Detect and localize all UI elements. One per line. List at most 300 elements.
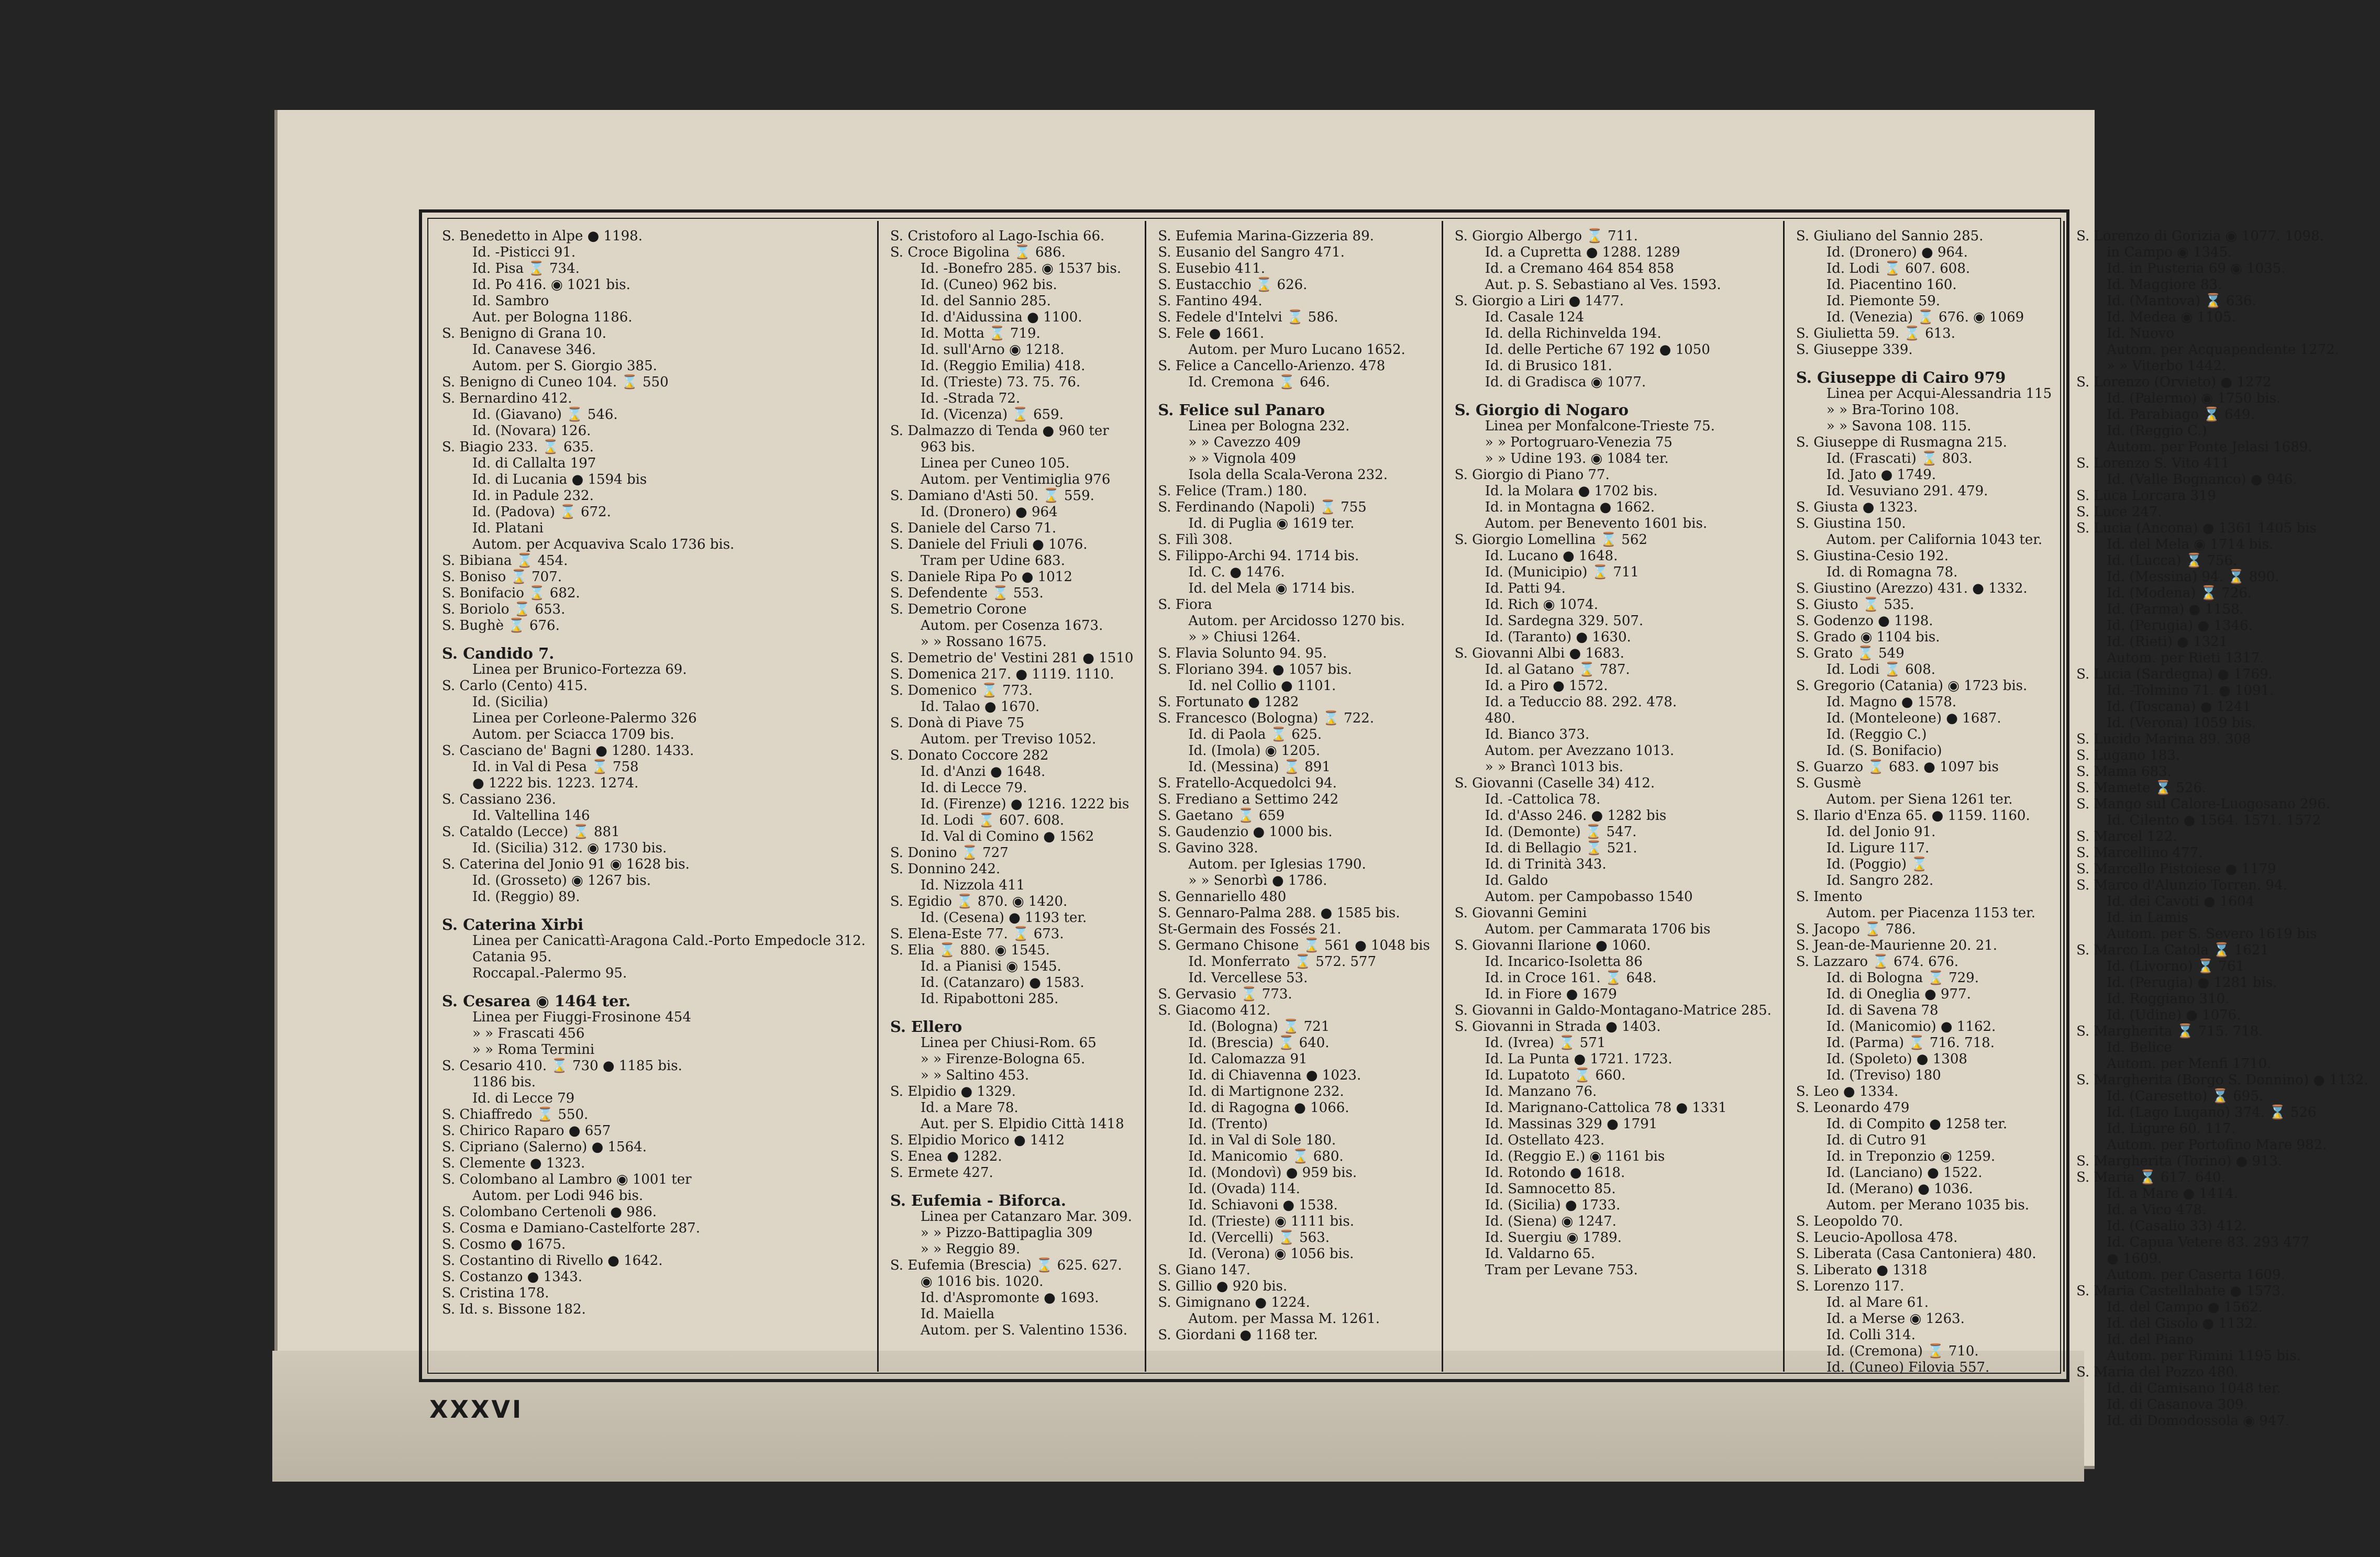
index-entry: Id. in Pusteria 69 ◉ 1035.: [2107, 261, 2286, 276]
index-entry: Id. a Piro ● 1572.: [1485, 678, 1608, 694]
index-entry: Id. Lodi ⌛ 608.: [1826, 662, 1936, 677]
index-entry: Id. Cilento ● 1564. 1571. 1572: [2107, 813, 2321, 828]
index-entry: Id. Massinas 329 ● 1791: [1485, 1116, 1658, 1132]
index-entry: S. Giordani ● 1168 ter.: [1158, 1327, 1318, 1343]
index-entry: Id. Lucano ● 1648.: [1485, 548, 1618, 564]
index-entry: Id. (Cuneo) Filovia 557.: [1826, 1360, 1990, 1375]
index-entry: Autom. per Acquaviva Scalo 1736 bis.: [472, 537, 735, 552]
index-entry: Id. Incarico-Isoletta 86: [1485, 954, 1643, 970]
index-entry: S. Felice a Cancello-Arienzo. 478: [1158, 358, 1386, 374]
index-entry: Id. (Ivrea) ⌛ 571: [1485, 1035, 1606, 1051]
index-entry: S. Cristina 178.: [442, 1285, 549, 1301]
index-entry: S. Leo ● 1334.: [1796, 1084, 1899, 1099]
index-entry: Id. in Montagna ● 1662.: [1485, 499, 1655, 515]
index-entry: S. Liberato ● 1318: [1796, 1262, 1928, 1278]
index-entry: S. Maria Castellabate ● 1573.: [2076, 1283, 2285, 1299]
index-entry: S. Frediano a Settimo 242: [1158, 792, 1339, 807]
index-entry: Id. (Dronero) ● 964: [920, 504, 1058, 520]
index-entry: Autom. per Ponte Jelasi 1689.: [2107, 439, 2312, 455]
index-entry: » » Udine 193. ◉ 1084 ter.: [1485, 451, 1669, 466]
index-entry: S. Enea ● 1282.: [890, 1149, 1002, 1164]
index-entry: S. Felice sul Panaro: [1158, 401, 1325, 419]
index-entry: » » Firenze-Bologna 65.: [920, 1051, 1086, 1067]
index-entry: » » Cavezzo 409: [1188, 435, 1301, 450]
index-entry: Isola della Scala-Verona 232.: [1188, 467, 1388, 483]
index-entry: Autom. per Lodi 946 bis.: [472, 1188, 644, 1204]
index-entry: S. Elpidio Morico ● 1412: [890, 1132, 1065, 1148]
index-entry: Id. (Valle Bognanco) ● 946.: [2107, 472, 2297, 487]
index-entry: S. Giovanni Albi ● 1683.: [1454, 646, 1624, 661]
page-number: XXXVI: [429, 1395, 524, 1423]
index-entry: Id. in Val di Sole 180.: [1188, 1132, 1336, 1148]
index-entry: Id. (Padova) ⌛ 672.: [472, 504, 611, 520]
index-entry: Id. (Mondovì) ● 959 bis.: [1188, 1165, 1357, 1181]
index-entry: Id. Manicomio ⌛ 680.: [1188, 1149, 1344, 1164]
index-entry: Id. in Lamis: [2107, 910, 2188, 926]
index-entry: S. Costantino di Rivello ● 1642.: [442, 1253, 663, 1269]
index-entry: Id. (Reggio E.) ◉ 1161 bis: [1485, 1149, 1665, 1164]
index-entry: Id. (Reggio) 89.: [472, 889, 580, 905]
index-entry: 1186 bis.: [472, 1074, 536, 1090]
index-entry: S. Giorgio Lomellina ⌛ 562: [1454, 532, 1647, 548]
index-entry: Autom. per Campobasso 1540: [1485, 889, 1693, 905]
index-entry: » » Frascati 456: [472, 1026, 585, 1041]
index-entry: Id. Suergiu ◉ 1789.: [1485, 1230, 1622, 1245]
index-entry: Id. (Trieste) ◉ 1111 bis.: [1188, 1214, 1354, 1229]
index-entry: S. Giusta ● 1323.: [1796, 499, 1918, 515]
index-entry: Id. Maggiore 83.: [2107, 277, 2222, 293]
index-entry: S. Giustina 150.: [1796, 516, 1906, 531]
index-entry: S. Gennariello 480: [1158, 889, 1287, 905]
index-entry: Id. Po 416. ◉ 1021 bis.: [472, 277, 630, 293]
index-entry: Id. (Mantova) ⌛ 636.: [2107, 293, 2256, 309]
index-entry: Id. Sardegna 329. 507.: [1485, 613, 1644, 629]
index-entry: in Campo ◉ 1345.: [2107, 244, 2232, 260]
index-entry: S. Cesarea ◉ 1464 ter.: [442, 992, 631, 1010]
index-entry: Id. del Campo ● 1562.: [2107, 1299, 2263, 1315]
index-entry: Id. Nuovo: [2107, 326, 2175, 341]
index-entry: S. Bibiana ⌛ 454.: [442, 553, 568, 569]
index-entry: Id. (Parma) ● 1158.: [2107, 602, 2244, 617]
index-entry: S. Giusto ⌛ 535.: [1796, 597, 1914, 613]
index-entry: Id. (Bologna) ⌛ 721: [1188, 1019, 1330, 1035]
index-entry: Id. Ripabottoni 285.: [920, 991, 1059, 1007]
index-entry: Id. in Fiore ● 1679: [1485, 986, 1617, 1002]
index-entry: Tram per Levane 753.: [1485, 1262, 1638, 1278]
index-entry: Id. Vesuviano 291. 479.: [1826, 483, 1988, 499]
index-entry: Id. di Lecce 79.: [920, 780, 1027, 796]
index-entry: Id. del Mela ◉ 1714 bis.: [2107, 537, 2274, 552]
index-entry: Id. d'Anzi ● 1648.: [920, 764, 1046, 780]
index-entry: Id. (Messina) 94. ⌛ 890.: [2107, 569, 2279, 585]
index-entry: S. Eusanio del Sangro 471.: [1158, 244, 1345, 260]
index-entry: S. Gavino 328.: [1158, 840, 1258, 856]
index-entry: Id. Samnocetto 85.: [1485, 1181, 1616, 1197]
index-entry: Linea per Canicattì-Aragona Cald.-Porto Empedocle 312.: [472, 933, 866, 949]
index-entry: ● 1222 bis. 1223. 1274.: [472, 775, 639, 791]
index-entry: Id. Valtellina 146: [472, 808, 590, 824]
index-entry: S. Casciano de' Bagni ● 1280. 1433.: [442, 743, 694, 759]
index-entry: S. Cosma e Damiano-Castelforte 287.: [442, 1220, 700, 1236]
index-entry: S. Lorenzo di Gorizia ◉ 1077. 1098.: [2076, 228, 2324, 244]
index-entry: S. Grato ⌛ 549: [1796, 646, 1905, 661]
index-entry: Id. (Cesena) ● 1193 ter.: [920, 910, 1087, 926]
index-entry: S. Lorenzo S. Vito 411: [2076, 455, 2230, 471]
index-entry: Id. sull'Arno ◉ 1218.: [920, 342, 1065, 358]
index-entry: S. Benigno di Grana 10.: [442, 326, 607, 341]
index-entry: Aut. p. S. Sebastiano al Ves. 1593.: [1485, 277, 1721, 293]
index-entry: » » Viterbo 1442.: [2107, 358, 2227, 374]
index-entry: Id. (Reggio Emilia) 418.: [920, 358, 1086, 374]
index-entry: S. Lucido Marina 89. 308: [2076, 731, 2251, 747]
index-entry: Id. di Lucania ● 1594 bis: [472, 472, 647, 487]
index-entry: S. Gillio ● 920 bis.: [1158, 1278, 1288, 1294]
index-entry: S. Donà di Piave 75: [890, 715, 1025, 731]
index-entry: Id. (Udine) ● 1076.: [2107, 1007, 2241, 1023]
index-entry: » » Brancì 1013 bis.: [1485, 759, 1624, 775]
index-entry: Id. di Puglia ◉ 1619 ter.: [1188, 516, 1355, 531]
index-entry: Id. di Cutro 91: [1826, 1132, 1928, 1148]
index-entry: Id. (Monteleone) ● 1687.: [1826, 710, 2001, 726]
index-entry: S. Bughè ⌛ 676.: [442, 618, 560, 633]
index-entry: Id. (Ovada) 114.: [1188, 1181, 1300, 1197]
index-entry: S. Gregorio (Catania) ◉ 1723 bis.: [1796, 678, 2028, 694]
index-entry: Id. d'Asso 246. ● 1282 bis: [1485, 808, 1667, 824]
index-entry: Id. Talao ● 1670.: [920, 699, 1040, 715]
index-entry: S. Maria del Pozzo 480.: [2076, 1364, 2239, 1380]
index-entry: S. Boniso ⌛ 707.: [442, 569, 562, 585]
index-entry: Id. Piacentino 160.: [1826, 277, 1957, 293]
index-entry: S. Margherita (Borgo S. Donnino) ● 1132.: [2076, 1072, 2368, 1088]
index-entry: Autom. per Rieti 1317.: [2107, 650, 2264, 666]
index-entry: S. Guarzo ⌛ 683. ● 1097 bis: [1796, 759, 1999, 775]
index-entry: » » Bra-Torino 108.: [1826, 402, 1960, 418]
index-entry: Id. (Parma) ⌛ 716. 718.: [1826, 1035, 1995, 1051]
index-entry: S. Giacomo 412.: [1158, 1003, 1271, 1018]
index-entry: S. Giuseppe 339.: [1796, 342, 1913, 358]
index-entry: Id. di Trinità 343.: [1485, 857, 1607, 872]
index-entry: S. Cataldo (Lecce) ⌛ 881: [442, 824, 620, 840]
index-entry: Id. Valdarno 65.: [1485, 1246, 1595, 1262]
index-column-4: [1442, 221, 1783, 1372]
index-entry: Id. (Sicilia) 312. ◉ 1730 bis.: [472, 840, 667, 856]
index-entry: S. Ilario d'Enza 65. ● 1159. 1160.: [1796, 808, 2030, 824]
index-entry: Id. -Tolmino 71. ● 1091.: [2107, 683, 2274, 698]
index-entry: S. Godenzo ● 1198.: [1796, 613, 1933, 629]
index-entry: Id. Ligure 117.: [1826, 840, 1930, 856]
index-entry: Id. (Giavano) ⌛ 546.: [472, 407, 618, 422]
index-entry: Autom. per Siena 1261 ter.: [1826, 792, 2013, 807]
index-entry: Id. di Compito ● 1258 ter.: [1826, 1116, 2008, 1132]
index-entry: Autom. per Cosenza 1673.: [920, 618, 1103, 633]
index-entry: » » Rossano 1675.: [920, 634, 1047, 650]
index-entry: Linea per Cuneo 105.: [920, 455, 1070, 471]
index-entry: Id. di Chiavenna ● 1023.: [1188, 1067, 1361, 1083]
index-entry: S. Lazzaro ⌛ 674. 676.: [1796, 954, 1958, 970]
index-entry: Id. di Casanova 309.: [2107, 1397, 2248, 1413]
index-entry: Linea per Acqui-Alessandria 115: [1826, 386, 2052, 402]
index-entry: S. Cesario 410. ⌛ 730 ● 1185 bis.: [442, 1058, 682, 1074]
index-column-1: [430, 221, 877, 1372]
index-entry: Id. Colli 314.: [1826, 1327, 1916, 1343]
index-entry: S. Giano 147.: [1158, 1262, 1250, 1278]
index-entry: S. Bernardino 412.: [442, 391, 572, 406]
index-entry: Id. Capua Vetere 83. 293 477: [2107, 1235, 2309, 1250]
index-entry: Id. a Cremano 464 854 858: [1485, 261, 1674, 276]
index-entry: S. Cipriano (Salerno) ● 1564.: [442, 1139, 647, 1155]
index-entry: Autom. per Piacenza 1153 ter.: [1826, 905, 2035, 921]
index-entry: Id. (Perugia) ● 1346.: [2107, 618, 2253, 633]
index-entry: S. Fiora: [1158, 597, 1212, 613]
index-entry: S. Egidio ⌛ 870. ◉ 1420.: [890, 894, 1068, 909]
index-entry: S. Clemente ● 1323.: [442, 1155, 585, 1171]
index-entry: S. Elpidio ● 1329.: [890, 1084, 1016, 1099]
index-entry: Id. (Demonte) ⌛ 547.: [1485, 824, 1637, 840]
index-entry: S. Defendente ⌛ 553.: [890, 585, 1044, 601]
index-entry: Id. -Cattolica 78.: [1485, 792, 1601, 807]
index-entry: S. Croce Bigolina ⌛ 686.: [890, 244, 1066, 260]
index-entry: Id. della Richinvelda 194.: [1485, 326, 1662, 341]
index-entry: S. Marcel 122.: [2076, 829, 2177, 844]
index-entry: S. Cristoforo al Lago-Ischia 66.: [890, 228, 1105, 244]
index-entry: S. Boriolo ⌛ 653.: [442, 602, 566, 617]
index-entry: Id. (Brescia) ⌛ 640.: [1188, 1035, 1330, 1051]
index-entry: Autom. per California 1043 ter.: [1826, 532, 2043, 548]
index-entry: S. Daniele del Friuli ● 1076.: [890, 537, 1088, 552]
index-entry: Id. (Perugia) ● 1281 bis.: [2107, 975, 2277, 991]
index-entry: S. Giulietta 59. ⌛ 613.: [1796, 326, 1955, 341]
index-entry: Id. Vercellese 53.: [1188, 970, 1308, 986]
index-entry: S. Eustacchio ⌛ 626.: [1158, 277, 1308, 293]
index-entry: S. Filì 308.: [1158, 532, 1233, 548]
index-entry: Id. Platani: [472, 520, 544, 536]
index-entry: S. Marcellino 477.: [2076, 845, 2203, 861]
index-entry: S. Jean-de-Maurienne 20. 21.: [1796, 938, 1998, 953]
index-entry: Id. (Casalio 33) 412.: [2107, 1218, 2247, 1234]
index-entry: S. Flavia Solunto 94. 95.: [1158, 646, 1327, 661]
index-entry: Id. del Piano: [2107, 1332, 2194, 1348]
index-entry: S. Chirico Raparo ● 657: [442, 1123, 611, 1139]
index-entry: S. Eufemia (Brescia) ⌛ 625. 627.: [890, 1258, 1122, 1273]
index-entry: S. Demetrio de' Vestini 281 ● 1510: [890, 650, 1134, 666]
index-entry: S. Damiano d'Asti 50. ⌛ 559.: [890, 488, 1094, 504]
index-entry: S. Lucia (Sardegna) ● 1769.: [2076, 666, 2273, 682]
index-entry: S. Carlo (Cento) 415.: [442, 678, 588, 694]
index-entry: S. Eufemia - Biforca.: [890, 1192, 1067, 1209]
index-entry: Id. (Toscana) ● 1241: [2107, 699, 2251, 715]
index-entry: Id. di Bellagio ⌛ 521.: [1485, 840, 1637, 856]
index-entry: Id. C. ● 1476.: [1188, 564, 1285, 580]
index-entry: » » Senorbì ● 1786.: [1188, 873, 1327, 888]
index-entry: S. Giovanni in Galdo-Montagano-Matrice 285.: [1454, 1003, 1772, 1018]
index-entry: S. Gaetano ⌛ 659: [1158, 808, 1285, 824]
index-entry: Id. a Mare 78.: [920, 1100, 1019, 1116]
index-entry: S. Lugano 183.: [2076, 748, 2180, 763]
index-entry: Id. Magno ● 1578.: [1826, 694, 1957, 710]
index-entry: Id. La Punta ● 1721. 1723.: [1485, 1051, 1673, 1067]
index-entry: S. Domenica 217. ● 1119. 1110.: [890, 666, 1114, 682]
index-entry: S. Marco d'Alunzio Torren. 94.: [2076, 877, 2287, 893]
index-entry: S. Biagio 233. ⌛ 635.: [442, 439, 594, 455]
index-entry: Id. a Teduccio 88. 292. 478.: [1485, 694, 1677, 710]
index-entry: Id. Marignano-Cattolica 78 ● 1331: [1485, 1100, 1727, 1116]
index-entry: Id. Parabiago ⌛ 649.: [2107, 407, 2255, 422]
index-column-6: [2063, 221, 2380, 1429]
index-entry: S. Eufemia Marina-Gizzeria 89.: [1158, 228, 1374, 244]
index-entry: S. Ellero: [890, 1018, 962, 1036]
index-entry: Autom. per Sciacca 1709 bis.: [472, 727, 674, 742]
index-entry: S. Giovanni (Caselle 34) 412.: [1454, 775, 1655, 791]
index-entry: Id. (Vercelli) ⌛ 563.: [1188, 1230, 1330, 1245]
index-entry: Autom. per Rimini 1195 bis.: [2107, 1348, 2301, 1364]
index-entry: S. Elena-Este 77. ⌛ 673.: [890, 926, 1064, 942]
index-entry: Aut. per S. Elpidio Città 1418: [920, 1116, 1124, 1132]
index-entry: » » Chiusi 1264.: [1188, 629, 1301, 645]
index-entry: Id. d'Aspromonte ● 1693.: [920, 1290, 1099, 1306]
index-entry: S. Lucia (Ancona) ● 1361 1405 bis: [2076, 520, 2317, 536]
index-entry: S. Margherita (Torino) ● 913.: [2076, 1153, 2283, 1169]
index-entry: Id. Piemonte 59.: [1826, 293, 1941, 309]
index-entry: S. Giorgio a Liri ● 1477.: [1454, 293, 1624, 309]
index-entry: Id. (Grosseto) ◉ 1267 bis.: [472, 873, 651, 888]
index-entry: S. Francesco (Bologna) ⌛ 722.: [1158, 710, 1374, 726]
index-entry: Id. Cremona ⌛ 646.: [1188, 374, 1330, 390]
index-entry: Id. (Imola) ◉ 1205.: [1188, 743, 1321, 759]
index-entry: S. Giustino (Arezzo) 431. ● 1332.: [1796, 581, 2028, 596]
index-entry: Linea per Catanzaro Mar. 309.: [920, 1209, 1132, 1225]
index-entry: S. Giorgio di Piano 77.: [1454, 467, 1610, 483]
index-entry: Id. Val di Comino ● 1562: [920, 829, 1094, 844]
index-entry: Id. (Municipio) ⌛ 711: [1485, 564, 1639, 580]
index-entry: S. Giuliano del Sannio 285.: [1796, 228, 1984, 244]
index-entry: Id. Belice: [2107, 1040, 2172, 1055]
index-entry: Id. di Brusico 181.: [1485, 358, 1612, 374]
index-entry: S. Lorenzo (Orvieto) ● 1272: [2076, 374, 2272, 390]
index-entry: Id. Nizzola 411: [920, 877, 1025, 893]
index-entry: S. Caterina del Jonio 91 ◉ 1628 bis.: [442, 857, 690, 872]
index-entry: Id. (Poggio) ⌛: [1826, 857, 1928, 872]
index-entry: S. Gusmè: [1796, 775, 1862, 791]
index-entry: Id. Lupatoto ⌛ 660.: [1485, 1067, 1626, 1083]
index-entry: Id. di Domodossola ◉ 947.: [2107, 1413, 2290, 1429]
index-entry: Id. Bianco 373.: [1485, 727, 1590, 742]
index-entry: S. Felice (Tram.) 180.: [1158, 483, 1308, 499]
index-entry: Id. (Vicenza) ⌛ 659.: [920, 407, 1064, 422]
index-entry: » » Roma Termini: [472, 1042, 595, 1058]
index-entry: Catania 95.: [472, 949, 552, 965]
index-entry: Id. (Treviso) 180: [1826, 1067, 1941, 1083]
index-entry: S. Liberata (Casa Cantoniera) 480.: [1796, 1246, 2036, 1262]
index-entry: S. Donino ⌛ 727: [890, 845, 1009, 861]
index-entry: Id. del Sannio 285.: [920, 293, 1051, 309]
index-entry: Id. Schiavoni ● 1538.: [1188, 1197, 1338, 1213]
index-entry: S. Margherita ⌛ 715. 718.: [2076, 1024, 2263, 1039]
index-entry: Id. la Molara ● 1702 bis.: [1485, 483, 1658, 499]
index-entry: S. Cosmo ● 1675.: [442, 1237, 566, 1252]
index-entry: S. Ferdinando (Napoli) ⌛ 755: [1158, 499, 1367, 515]
index-entry: St-Germain des Fossés 21.: [1158, 921, 1342, 937]
index-entry: S. Candido 7.: [442, 644, 555, 662]
index-entry: S. Domenico ⌛ 773.: [890, 683, 1033, 698]
index-entry: S. Cassiano 236.: [442, 792, 556, 807]
index-entry: S. Fele ● 1661.: [1158, 326, 1265, 341]
index-entry: Autom. per Portofino Mare 982.: [2107, 1137, 2327, 1153]
index-entry: Id. (Catanzaro) ● 1583.: [920, 975, 1084, 991]
index-entry: Id. (Novara) 126.: [472, 423, 591, 439]
index-entry: S. Daniele Ripa Po ● 1012: [890, 569, 1072, 585]
index-entry: S. Costanzo ● 1343.: [442, 1269, 582, 1285]
index-entry: Autom. per S. Valentino 1536.: [920, 1322, 1128, 1338]
index-entry: Id. a Mare ● 1414.: [2107, 1186, 2238, 1202]
index-entry: Id. in Croce 161. ⌛ 648.: [1485, 970, 1657, 986]
index-entry: Autom. per Cammarata 1706 bis: [1485, 921, 1711, 937]
index-entry: Id. (Lanciano) ● 1522.: [1826, 1165, 1983, 1181]
index-entry: S. Lorenzo 117.: [1796, 1278, 1905, 1294]
index-entry: Id. Pisa ⌛ 734.: [472, 261, 580, 276]
index-entry: S. Grado ◉ 1104 bis.: [1796, 629, 1940, 645]
index-entry: S. Bonifacio ⌛ 682.: [442, 585, 580, 601]
index-entry: Id. -Bonefro 285. ◉ 1537 bis.: [920, 261, 1122, 276]
index-entry: S. Ermete 427.: [890, 1165, 993, 1181]
index-entry: S. Eusebio 411.: [1158, 261, 1266, 276]
index-entry: Id. Monferrato ⌛ 572. 577: [1188, 954, 1376, 970]
index-entry: Id. di Camisano 1048 ter.: [2107, 1381, 2281, 1396]
index-entry: Id. (Spoleto) ● 1308: [1826, 1051, 1967, 1067]
index-entry: S. Mamete ⌛ 526.: [2076, 780, 2207, 796]
index-entry: Id. (Verona) ◉ 1056 bis.: [1188, 1246, 1354, 1262]
index-entry: Autom. per Treviso 1052.: [920, 731, 1097, 747]
index-entry: Id. del Gisolo ● 1132.: [2107, 1316, 2257, 1331]
index-entry: Id. (Firenze) ● 1216. 1222 bis: [920, 796, 1130, 812]
index-entry: Id. Canavese 346.: [472, 342, 596, 358]
index-entry: ◉ 1016 bis. 1020.: [920, 1274, 1044, 1289]
index-entry: Id. di Callalta 197: [472, 455, 596, 471]
index-entry: Id. Patti 94.: [1485, 581, 1566, 596]
index-entry: Id. d'Aidussina ● 1100.: [920, 309, 1082, 325]
index-entry: S. Mango sul Calore-Luogosano 296.: [2076, 796, 2330, 812]
index-entry: S. Giuseppe di Rusmagna 215.: [1796, 435, 2007, 450]
index-entry: Id. (Siena) ◉ 1247.: [1485, 1214, 1617, 1229]
index-entry: S. Colombano al Lambro ◉ 1001 ter: [442, 1172, 692, 1187]
index-entry: S. Gaudenzio ● 1000 bis.: [1158, 824, 1333, 840]
index-entry: Roccapal.-Palermo 95.: [472, 965, 627, 981]
index-entry: Id. Motta ⌛ 719.: [920, 326, 1040, 341]
index-entry: Id. (Lago Lugano) 374. ⌛ 526: [2107, 1105, 2317, 1120]
index-entry: Autom. per Menfi 1710.: [2107, 1056, 2272, 1072]
index-entry: » » Pizzo-Battipaglia 309: [920, 1225, 1093, 1241]
index-entry: S. Benedetto in Alpe ● 1198.: [442, 228, 643, 244]
index-entry: Id. Calomazza 91: [1188, 1051, 1308, 1067]
index-entry: Id. (Dronero) ● 964.: [1826, 244, 1968, 260]
index-entry: S. Gervasio ⌛ 773.: [1158, 986, 1292, 1002]
index-entry: S. Dalmazzo di Tenda ● 960 ter: [890, 423, 1109, 439]
index-entry: Id. (Palermo) ◉ 1750 bis.: [2107, 391, 2281, 406]
index-entry: S. Leucio-Apollosa 478.: [1796, 1230, 1958, 1245]
index-column-3: [1145, 221, 1441, 1372]
index-entry: Autom. per Iglesias 1790.: [1188, 857, 1366, 872]
index-entry: S. Colombano Certenoli ● 986.: [442, 1204, 657, 1220]
index-entry: Id. (Sicilia): [472, 694, 548, 710]
index-entry: Id. (Venezia) ⌛ 676. ◉ 1069: [1826, 309, 2024, 325]
index-entry: S. Germano Chisone ⌛ 561 ● 1048 bis: [1158, 938, 1430, 953]
index-entry: Id. di Martignone 232.: [1188, 1084, 1344, 1099]
index-entry: Linea per Bologna 232.: [1188, 418, 1350, 434]
index-entry: S. Donato Coccore 282: [890, 748, 1049, 763]
index-entry: Id. (Lucca) ⌛ 756.: [2107, 553, 2238, 569]
index-entry: ● 1609.: [2107, 1251, 2162, 1266]
index-entry: Id. a Cupretta ● 1288. 1289: [1485, 244, 1680, 260]
index-entry: Autom. per Benevento 1601 bis.: [1485, 516, 1708, 531]
